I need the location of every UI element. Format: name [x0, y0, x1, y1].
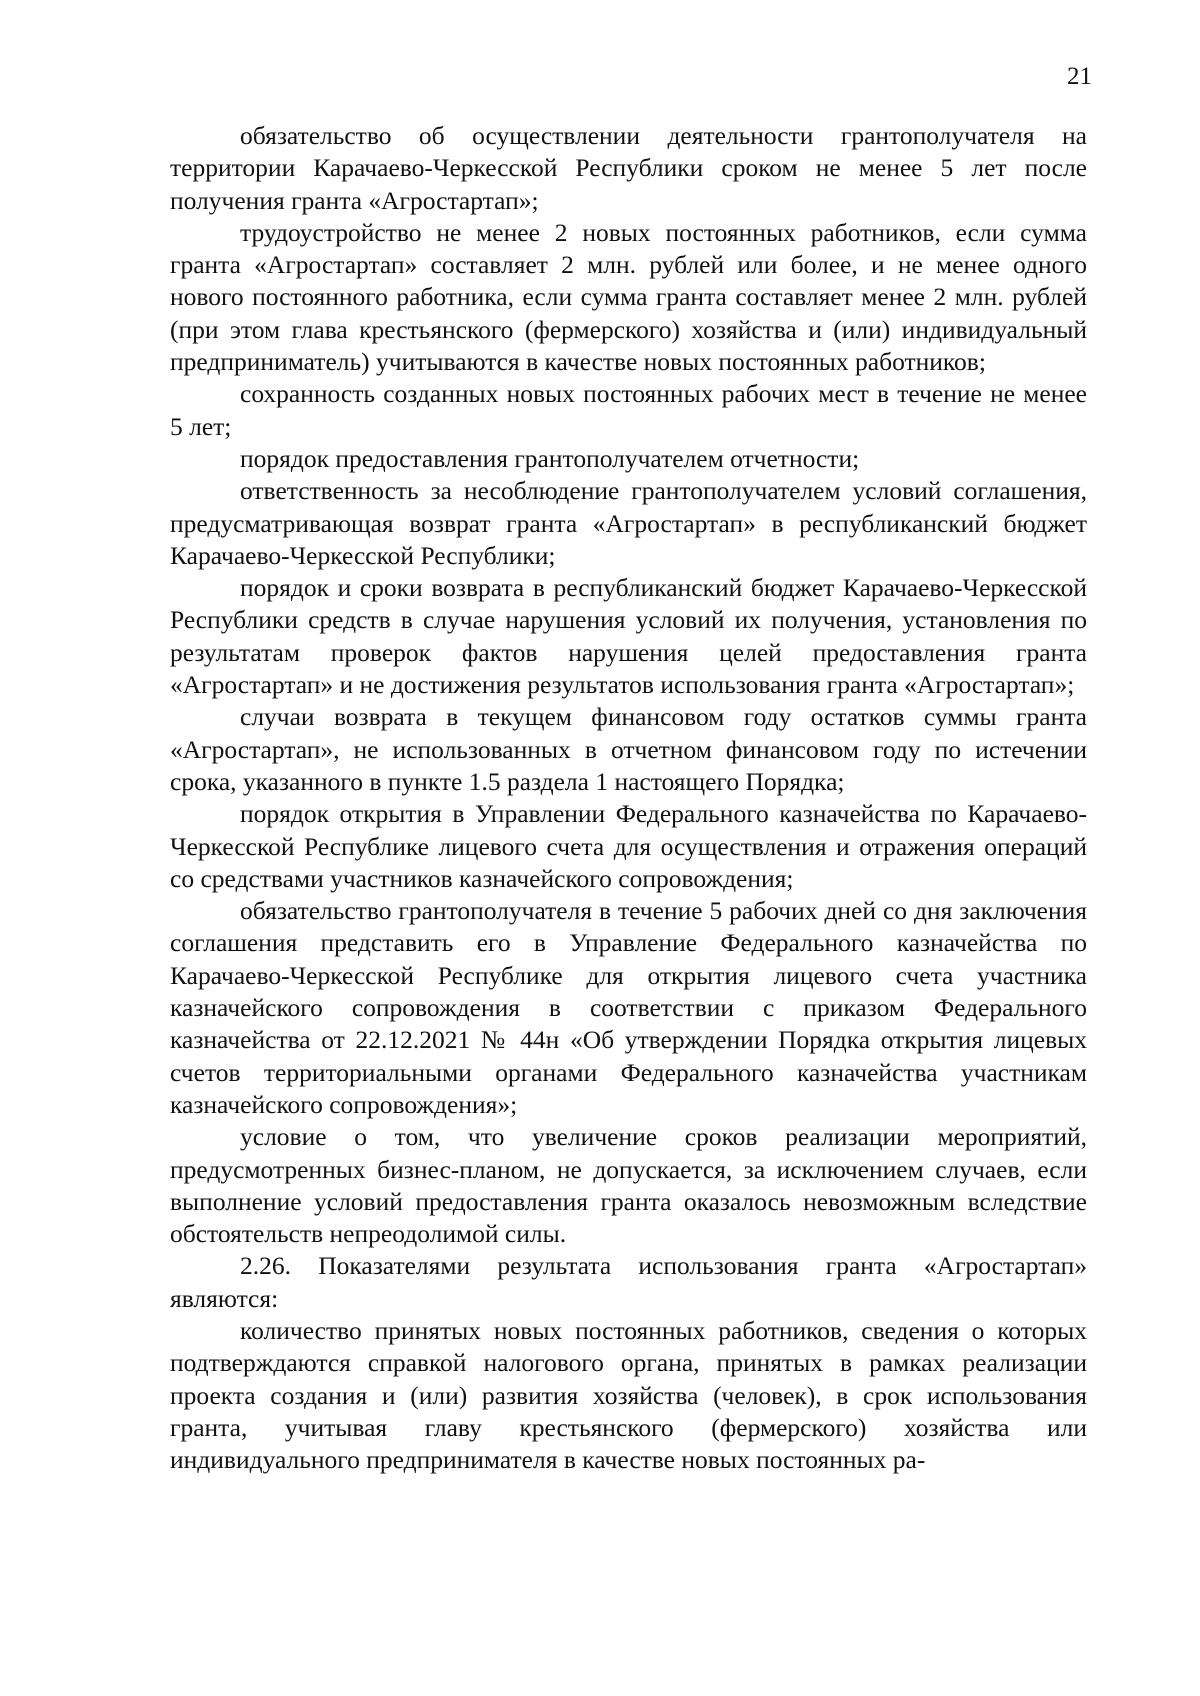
paragraph: ответственность за несоблюдение грантополучателем условий соглашения, предусматривающая возврат гранта «Агростартап» в республиканский бюджет Карачаево-Черкесской Республики;: [170, 476, 1087, 570]
paragraph: обязательство об осуществлении деятельности грантополучателя на территории Карачаево-Черкесской Республики сроком не менее 5 лет после получения гранта «Агростартап»;: [170, 121, 1087, 215]
paragraph: порядок открытия в Управлении Федерального казначейства по Карачаево-Черкесской Республике лицевого счета для осуществления и отражения операций со средствами участников казначейского сопровождения;: [170, 799, 1087, 893]
paragraph: случаи возврата в текущем финансовом году остатков суммы гранта «Агростартап», не использованных в отчетном финансовом году по истечении срока, указанного в пункте 1.5 раздела 1 настоящего Порядка;: [170, 702, 1087, 796]
page-number: 21: [1067, 63, 1092, 90]
paragraph: условие о том, что увеличение сроков реализации мероприятий, предусмотренных бизнес-планом, не допускается, за исключением случаев, если выполнение условий предоставления гранта оказалось невозможным вследствие обстоятельств непреодолимой силы.: [170, 1122, 1087, 1249]
paragraph: порядок и сроки возврата в республиканский бюджет Карачаево-Черкесской Республики средств в случае нарушения условий их получения, установления по результатам проверок фактов нарушения целей предоставления гранта «Агростартап» и не достижения результатов использования гранта «Агростартап»;: [170, 573, 1087, 700]
document-body: [170, 120, 1087, 1476]
paragraph: порядок предоставления грантополучателем отчетности;: [240, 443, 860, 473]
section-heading-paragraph: 2.26. Показателями результата использования гранта «Агростартап» являются:: [170, 1251, 1087, 1313]
paragraph: количество принятых новых постоянных работников, сведения о которых подтверждаются справкой налогового органа, принятых в рамках реализации проекта создания и (или) развития хозяйства (человек), в срок использования гранта, учитывая главу крестьянского (фермерского) хозяйства или индивидуального предпринимателя в качестве новых постоянных ра-: [170, 1315, 1087, 1475]
paragraph: обязательство грантополучателя в течение 5 рабочих дней со дня заключения соглашения представить его в Управление Федерального казначейства по Карачаево-Черкесской Республике для открытия лицевого счета участника казначейского сопровождения в соответствии с приказом Федерального казначейства от 22.12.2021 № 44н «Об утверждении Порядка открытия лицевых счетов территориальными органами Федерального казначейства участникам казначейского сопровождения»;: [170, 896, 1087, 1119]
paragraph: сохранность созданных новых постоянных рабочих мест в течение не менее 5 лет;: [170, 379, 1087, 441]
paragraph: трудоустройство не менее 2 новых постоянных работников, если сумма гранта «Агростартап» составляет 2 млн. рублей или более, и не менее одного нового постоянного работника, если сумма гранта составляет менее 2 млн. рублей (при этом глава крестьянского (фермерского) хозяйства и (или) индивидуальный предприниматель) учитываются в качестве новых постоянных работников;: [170, 217, 1087, 377]
